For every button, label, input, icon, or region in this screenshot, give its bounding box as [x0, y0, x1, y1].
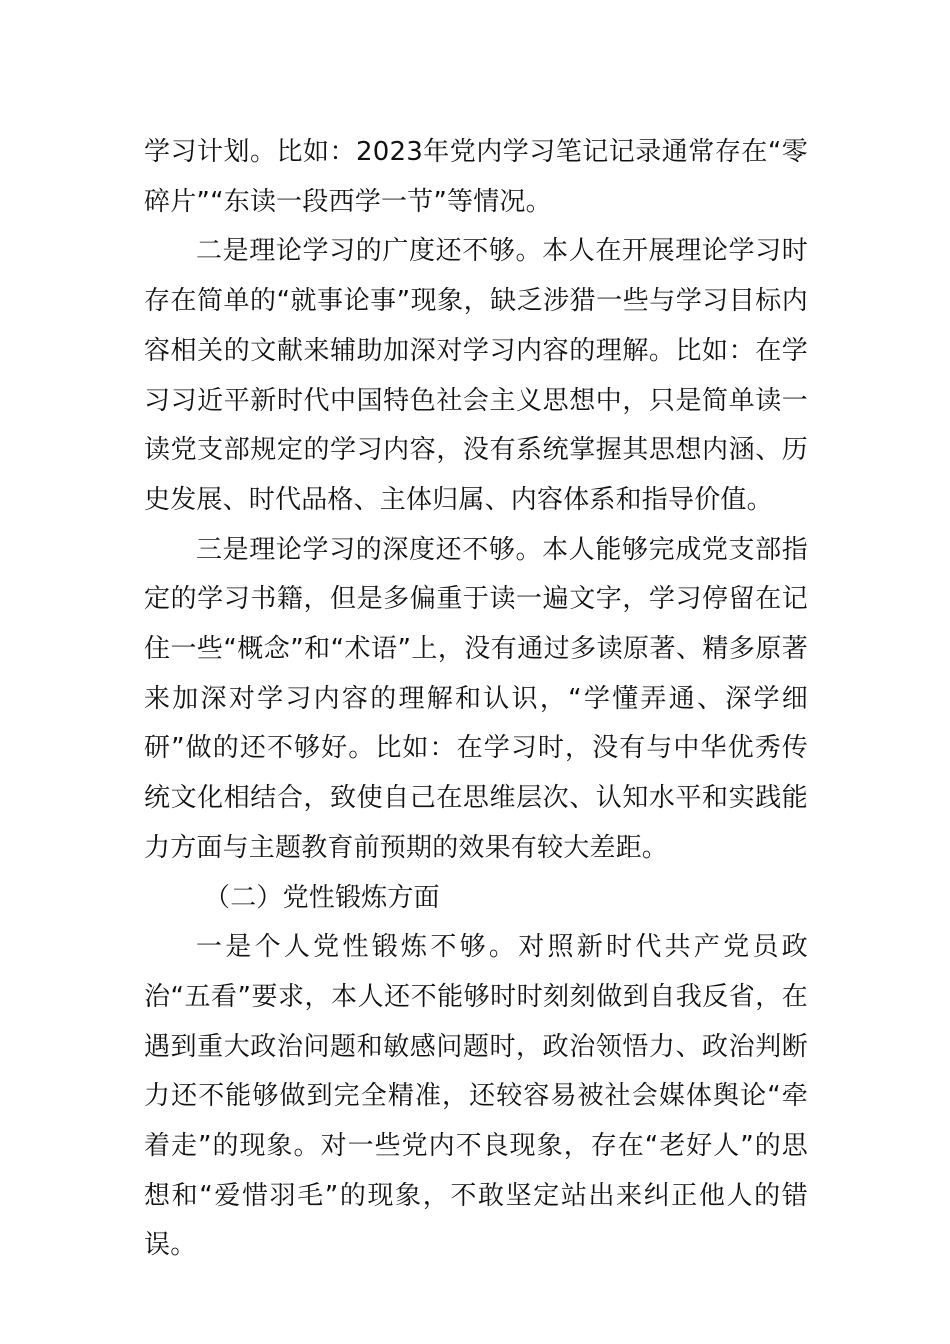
paragraph-party-spirit: 一是个人党性锻炼不够。对照新时代共产党员政治“五看”要求，本人还不能够时时刻刻做到自我反省，在遇到重大政治问题和敏感问题时，政治领悟力、政治判断力还不能够做到完全精准，还较容易被社会媒体舆论“牵着走”的现象。对一些党内不良现象，存在“老好人”的思想和“爱惜羽毛”的现象，不敢坚定站出来纠正他人的错误。 — [144, 932, 808, 1261]
section-heading: （二）党性锻炼方面 — [204, 882, 440, 913]
paragraph-depth: 三是理论学习的深度还不够。本人能够完成党支部指定的学习书籍，但是多偏重于读一遍文字，学习停留在记住一些“概念”和“术语”上，没有通过多读原著、精多原著来加深对学习内容的理解和认识，“学懂弄通、深学细研”做的还不够好。比如：在学习时，没有与中华优秀传统文化相结合，致使自己在思维层次、认知水平和实践能力方面与主题教育前预期的效果有较大差距。 — [144, 534, 808, 863]
paragraph-breadth: 二是理论学习的广度还不够。本人在开展理论学习时存在简单的“就事论事”现象，缺乏涉猎一些与学习目标内容相关的文献来辅助加深对学习内容的理解。比如：在学习习近平新时代中国特色社会主义思想中，只是简单读一读党支部规定的学习内容，没有系统掌握其思想内涵、历史发展、时代品格、主体归属、内容体系和指导价值。 — [144, 236, 808, 515]
paragraph-continuation: 学习计划。比如：2023年党内学习笔记记录通常存在“零碎片”“东读一段西学一节”等情况。 — [144, 137, 808, 217]
document-body — [144, 128, 808, 1271]
